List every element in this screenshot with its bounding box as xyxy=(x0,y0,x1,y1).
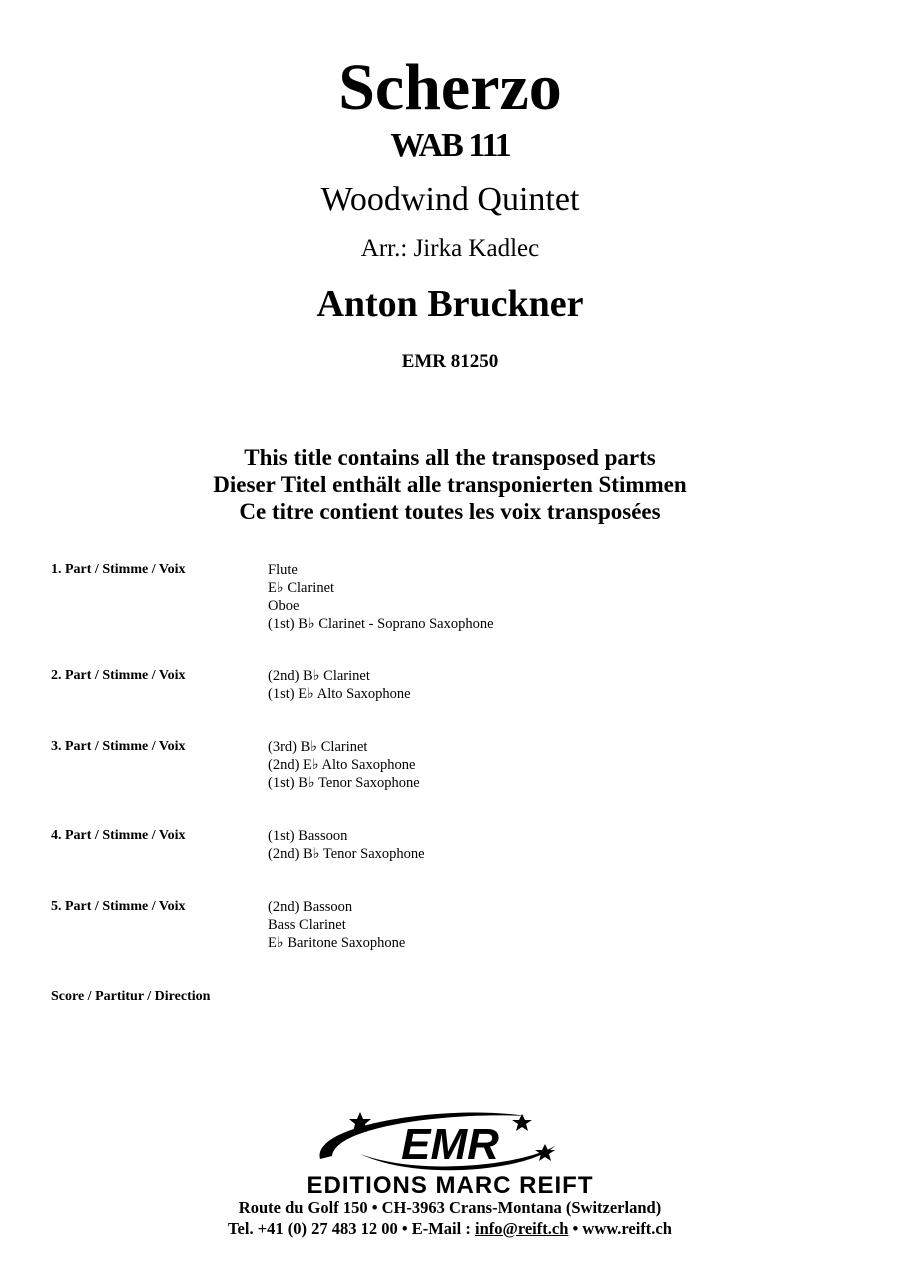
part-5-label: 5. Part / Stimme / Voix xyxy=(51,899,186,914)
contact-phone: Tel. +41 (0) 27 483 12 00 • E-Mail : xyxy=(228,1219,475,1238)
instrument: (2nd) B♭ Tenor Saxophone xyxy=(268,846,425,862)
part-2-label: 2. Part / Stimme / Voix xyxy=(51,668,186,683)
email-link[interactable]: info@reift.ch xyxy=(474,1219,569,1238)
instrument: E♭ Baritone Saxophone xyxy=(268,935,406,951)
instrument: (2nd) B♭ Clarinet xyxy=(268,668,370,684)
title: Scherzo xyxy=(338,51,562,124)
instrument: E♭ Clarinet xyxy=(268,580,335,596)
website-link[interactable]: www.reift.ch xyxy=(582,1219,672,1238)
ensemble: Woodwind Quintet xyxy=(320,181,580,218)
instrument: (1st) B♭ Tenor Saxophone xyxy=(268,775,420,791)
instrument: Bass Clarinet xyxy=(268,917,346,933)
part-4-label: 4. Part / Stimme / Voix xyxy=(51,828,186,843)
instrument: (2nd) Bassoon xyxy=(268,899,353,915)
part-1-label: 1. Part / Stimme / Voix xyxy=(51,562,186,577)
publisher-name: EDITIONS MARC REIFT xyxy=(306,1172,594,1199)
instrument: (1st) B♭ Clarinet - Soprano Saxophone xyxy=(268,616,494,632)
arranger: Arr.: Jirka Kadlec xyxy=(360,235,540,262)
composer: Anton Bruckner xyxy=(316,283,584,325)
notice-english: This title contains all the transposed parts xyxy=(244,445,656,470)
catalog-number: EMR 81250 xyxy=(401,351,499,372)
subtitle: WAB 111 xyxy=(390,127,510,164)
score-label: Score / Partitur / Direction xyxy=(51,989,211,1004)
part-3-label: 3. Part / Stimme / Voix xyxy=(51,739,186,754)
contact-separator: • xyxy=(568,1219,583,1238)
instrument: Flute xyxy=(268,562,298,578)
instrument: (1st) Bassoon xyxy=(268,828,348,844)
notice-german: Dieser Titel enthält alle transponierten Stimmen xyxy=(213,472,687,497)
publisher-address: Route du Golf 150 • CH-3963 Crans-Montana (Switzerland) xyxy=(238,1198,662,1217)
publisher-contact xyxy=(0,1219,900,1239)
instrument: (1st) E♭ Alto Saxophone xyxy=(268,686,411,702)
logo-text: EMR xyxy=(401,1120,499,1169)
instrument: Oboe xyxy=(268,598,300,614)
instrument: (3rd) B♭ Clarinet xyxy=(268,739,368,755)
part-4-instruments xyxy=(268,827,425,863)
part-3-instruments xyxy=(268,738,420,792)
part-1-instruments xyxy=(268,561,494,633)
notice-french: Ce titre contient toutes les voix transposées xyxy=(239,499,661,524)
part-5-instruments xyxy=(268,898,405,952)
part-2-instruments xyxy=(268,667,411,703)
instrument: (2nd) E♭ Alto Saxophone xyxy=(268,757,416,773)
